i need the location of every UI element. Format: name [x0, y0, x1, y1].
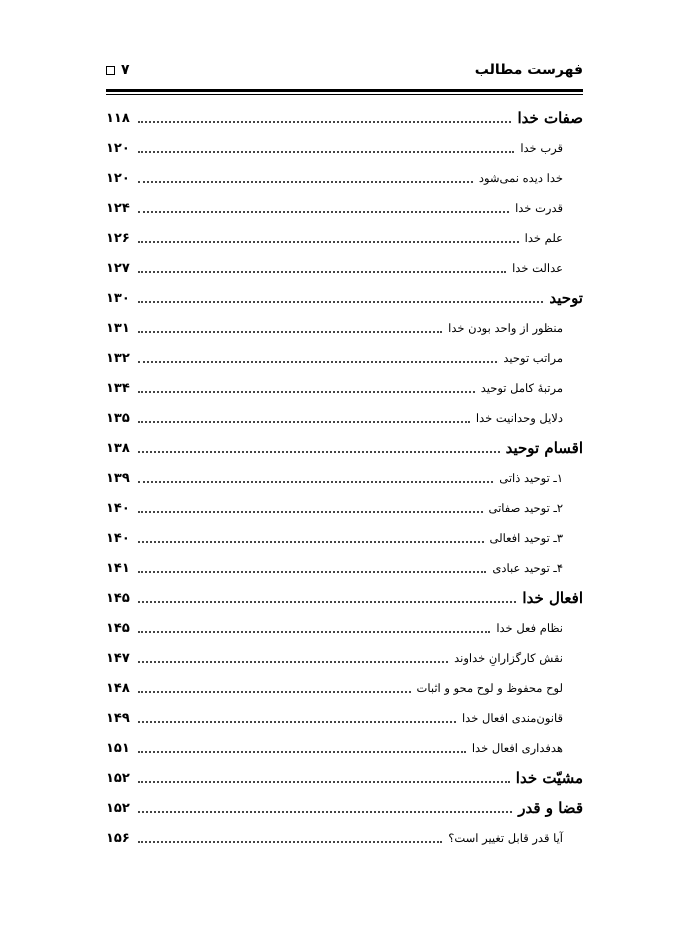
dot-leader: [138, 301, 543, 303]
dot-leader: [138, 751, 466, 753]
dot-leader: [138, 601, 516, 603]
toc-entry: [106, 283, 583, 313]
toc-entry-page: ۱۵۲: [106, 800, 130, 816]
toc-entry: [106, 733, 583, 763]
toc-entry-title: نظام فعل خدا: [496, 621, 563, 635]
dot-leader: [138, 631, 490, 633]
dot-leader: [138, 481, 493, 483]
page-number-block: [106, 62, 130, 78]
toc-entry-title: خدا دیده نمی‌شود: [478, 171, 563, 185]
toc-entry-page: ۱۲۷: [106, 260, 130, 276]
toc-entry-page: ۱۳۰: [106, 290, 130, 306]
toc-entry-title: قضا و قدر: [518, 799, 583, 817]
toc-entry-title: مرتبهٔ کامل توحید: [480, 381, 563, 395]
toc-entry: [106, 553, 583, 583]
toc-entry: [106, 523, 583, 553]
dot-leader: [138, 721, 456, 723]
toc-entry: [106, 193, 583, 223]
dot-leader: [138, 181, 473, 183]
dot-leader: [138, 121, 511, 123]
dot-leader: [138, 331, 442, 333]
toc-entry-page: ۱۴۸: [106, 680, 130, 696]
toc-entry-title: صفات خدا: [517, 109, 583, 127]
toc-entry: [106, 343, 583, 373]
toc-entry-title: مشیّت خدا: [515, 769, 583, 787]
toc-entry-title: هدفداری افعال خدا: [471, 741, 563, 755]
header-rule-thick: [106, 89, 583, 92]
toc-entry: [106, 493, 583, 523]
toc-entry: [106, 433, 583, 463]
dot-leader: [138, 661, 448, 663]
toc-entry: [106, 103, 583, 133]
toc-entry-page: ۱۲۶: [106, 230, 130, 246]
toc-entry-title: مراتب توحید: [503, 351, 563, 365]
toc-entry-page: ۱۳۲: [106, 350, 130, 366]
toc-entry-title: ۱ـ توحید ذاتی: [499, 471, 563, 485]
page-header: [106, 62, 583, 84]
dot-leader: [138, 151, 514, 153]
toc-entry-title: نقش کارگزارانِ خداوند: [454, 651, 563, 665]
toc-entry-page: ۱۳۱: [106, 320, 130, 336]
header-rule-thin: [106, 94, 583, 95]
dot-leader: [138, 241, 519, 243]
toc-entry-title: ۳ـ توحید افعالی: [489, 531, 563, 545]
toc-entry-page: ۱۴۰: [106, 530, 130, 546]
toc-entry-page: ۱۲۴: [106, 200, 130, 216]
toc-entry-title: دلایل وحدانیت خدا: [475, 411, 563, 425]
dot-leader: [138, 841, 442, 843]
toc-entry: [106, 373, 583, 403]
toc-entry: [106, 613, 583, 643]
toc-entry-page: ۱۴۵: [106, 620, 130, 636]
toc-entry-title: آیا قدر قابل تغییر است؟: [448, 831, 563, 845]
dot-leader: [138, 451, 500, 453]
toc-entry-title: اقسام توحید: [505, 439, 583, 457]
dot-leader: [138, 391, 475, 393]
toc-entry: [106, 703, 583, 733]
toc-entry: [106, 763, 583, 793]
toc-entry-title: ۴ـ توحید عبادی: [492, 561, 563, 575]
dot-leader: [138, 271, 506, 273]
toc-entry-title: علم خدا: [524, 231, 563, 245]
dot-leader: [138, 811, 512, 813]
toc-entry: [106, 823, 583, 853]
toc-entry-page: ۱۲۰: [106, 170, 130, 186]
toc-entry-page: ۱۳۸: [106, 440, 130, 456]
toc-entry-title: عدالت خدا: [512, 261, 563, 275]
dot-leader: [138, 691, 411, 693]
toc-entry-page: ۱۴۱: [106, 560, 130, 576]
toc-entry-page: ۱۳۹: [106, 470, 130, 486]
toc-entry: [106, 133, 583, 163]
toc-entry: [106, 253, 583, 283]
toc-entry-page: ۱۴۹: [106, 710, 130, 726]
toc-entry: [106, 223, 583, 253]
dot-leader: [138, 421, 470, 423]
dot-leader: [138, 781, 510, 783]
toc-entry: [106, 793, 583, 823]
toc-entry-page: ۱۱۸: [106, 110, 130, 126]
dot-leader: [138, 571, 486, 573]
toc-entry: [106, 463, 583, 493]
toc-entry-page: ۱۴۷: [106, 650, 130, 666]
toc-entry-title: توحید: [549, 289, 583, 307]
toc-entry-title: لوح محفوظ و لوح محو و اثبات: [416, 681, 563, 695]
toc-entry-page: ۱۴۵: [106, 590, 130, 606]
toc-entry-title: ۲ـ توحید صفاتی: [488, 501, 563, 515]
page-number: ۷: [121, 62, 130, 78]
toc-entry-title: قدرت خدا: [515, 201, 563, 215]
toc-entry-page: ۱۵۲: [106, 770, 130, 786]
toc-entry-title: منظور از واحد بودن خدا: [448, 321, 563, 335]
toc-entry-page: ۱۳۵: [106, 410, 130, 426]
square-icon: [106, 66, 115, 75]
running-title: فهرست مطالب: [474, 62, 583, 78]
dot-leader: [138, 511, 483, 513]
dot-leader: [138, 541, 484, 543]
dot-leader: [138, 361, 497, 363]
toc-entry: [106, 313, 583, 343]
toc-entry: [106, 643, 583, 673]
toc-entry-page: ۱۴۰: [106, 500, 130, 516]
toc-entry: [106, 673, 583, 703]
table-of-contents: [106, 103, 583, 853]
toc-entry-page: ۱۳۴: [106, 380, 130, 396]
toc-entry-page: ۱۲۰: [106, 140, 130, 156]
toc-entry-page: ۱۵۶: [106, 830, 130, 846]
toc-entry-title: قانون‌مندی افعال خدا: [461, 711, 563, 725]
dot-leader: [138, 211, 509, 213]
toc-entry: [106, 403, 583, 433]
toc-entry: [106, 163, 583, 193]
toc-entry-page: ۱۵۱: [106, 740, 130, 756]
toc-entry-title: افعال خدا: [522, 589, 583, 607]
toc-entry-title: قرب خدا: [520, 141, 563, 155]
toc-entry: [106, 583, 583, 613]
